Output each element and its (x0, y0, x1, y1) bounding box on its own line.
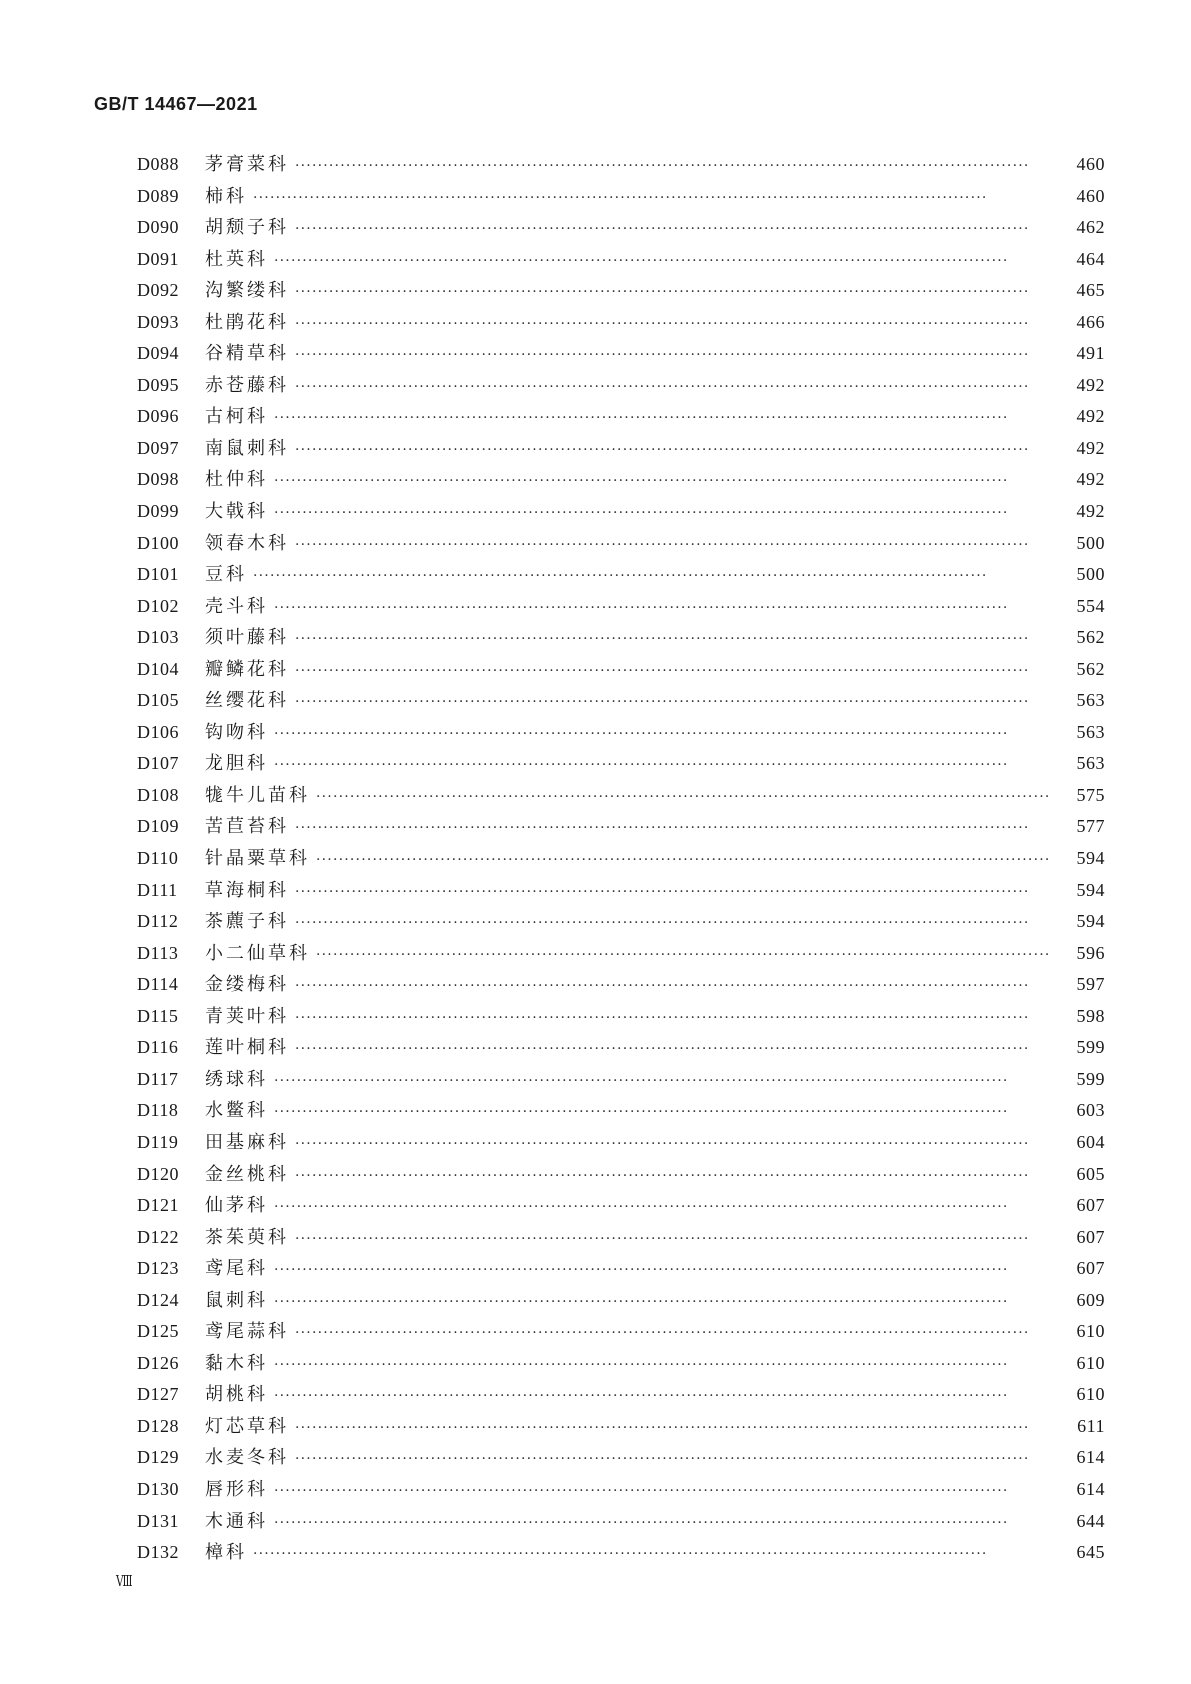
toc-entry-page: 610 (1076, 1352, 1105, 1373)
toc-entry-title: 胡桃科 (205, 1384, 268, 1406)
toc-entry[interactable] (137, 592, 1105, 624)
toc-entry-title: 灯芯草科 (205, 1415, 289, 1437)
toc-entry[interactable] (137, 1443, 1105, 1475)
page-number: Ⅷ (116, 1574, 133, 1590)
toc-entry-code: D098 (137, 469, 179, 490)
dot-leader (295, 1136, 1067, 1152)
toc-entry-page: 614 (1076, 1478, 1105, 1499)
toc-entry-page: 598 (1076, 1005, 1105, 1026)
toc-entry-page: 563 (1076, 721, 1105, 742)
toc-entry[interactable] (137, 182, 1105, 214)
toc-entry-code: D092 (137, 280, 179, 301)
dot-leader (274, 1357, 1067, 1373)
toc-entry[interactable] (137, 1286, 1105, 1318)
toc-entry-page: 611 (1077, 1415, 1105, 1436)
toc-entry-code: D122 (137, 1226, 179, 1247)
toc-entry[interactable] (137, 308, 1105, 340)
toc-entry-page: 614 (1076, 1447, 1105, 1468)
toc-entry-title: 胡颓子科 (205, 217, 289, 239)
dot-leader (295, 221, 1067, 237)
toc-entry-title: 壳斗科 (205, 595, 268, 617)
toc-entry-page: 492 (1076, 501, 1105, 522)
toc-entry-title: 南鼠刺科 (205, 437, 289, 459)
toc-entry-code: D119 (137, 1131, 179, 1152)
dot-leader (295, 347, 1067, 363)
toc-entry-title: 青荚叶科 (205, 1005, 289, 1027)
toc-entry-title: 水鳖科 (205, 1100, 268, 1122)
toc-entry[interactable] (137, 245, 1105, 277)
toc-entry-page: 500 (1076, 564, 1105, 585)
toc-entry[interactable] (137, 213, 1105, 245)
toc-entry-code: D112 (137, 911, 179, 932)
dot-leader (295, 158, 1067, 174)
dot-leader (295, 1231, 1067, 1247)
dot-leader (253, 568, 1067, 584)
toc-entry-page: 599 (1076, 1068, 1105, 1089)
toc-entry-title: 领春木科 (205, 532, 289, 554)
toc-entry[interactable] (137, 1538, 1105, 1570)
toc-entry-title: 黏木科 (205, 1352, 268, 1374)
toc-entry[interactable] (137, 781, 1105, 813)
dot-leader (274, 1262, 1067, 1278)
toc-entry-title: 鸢尾科 (205, 1258, 268, 1280)
toc-entry[interactable] (137, 970, 1105, 1002)
toc-entry-page: 596 (1076, 942, 1105, 963)
dot-leader (295, 1041, 1067, 1057)
toc-entry[interactable] (137, 339, 1105, 371)
dot-leader (316, 789, 1067, 805)
dot-leader (295, 820, 1067, 836)
toc-entry-code: D116 (137, 1037, 179, 1058)
toc-entry-code: D110 (137, 848, 179, 869)
toc-entry-code: D097 (137, 437, 179, 458)
dot-leader (274, 410, 1067, 426)
dot-leader (295, 978, 1067, 994)
toc-entry-code: D104 (137, 658, 179, 679)
dot-leader (316, 947, 1067, 963)
toc-entry-page: 466 (1076, 311, 1105, 332)
toc-entry[interactable] (137, 812, 1105, 844)
table-of-contents (137, 150, 1105, 1570)
dot-leader (274, 600, 1067, 616)
toc-entry-page: 460 (1076, 154, 1105, 174)
toc-entry[interactable] (137, 560, 1105, 592)
toc-entry-page: 492 (1076, 437, 1105, 458)
toc-entry[interactable] (137, 876, 1105, 908)
toc-entry-code: D117 (137, 1068, 179, 1089)
toc-entry-page: 604 (1076, 1131, 1105, 1152)
toc-entry-title: 小二仙草科 (205, 942, 310, 964)
toc-entry-title: 杜鹃花科 (205, 311, 289, 333)
toc-entry-page: 607 (1076, 1195, 1105, 1216)
toc-entry-page: 610 (1076, 1321, 1105, 1342)
toc-entry[interactable] (137, 1412, 1105, 1444)
toc-entry-page: 500 (1076, 532, 1105, 553)
toc-entry-code: D108 (137, 784, 179, 805)
toc-entry[interactable] (137, 907, 1105, 939)
toc-entry[interactable] (137, 844, 1105, 876)
toc-entry[interactable] (137, 1128, 1105, 1160)
toc-entry-title: 草海桐科 (205, 879, 289, 901)
toc-entry-code: D107 (137, 753, 179, 774)
toc-entry-title: 杜仲科 (205, 469, 268, 491)
dot-leader (295, 1010, 1067, 1026)
toc-entry-code: D106 (137, 721, 179, 742)
toc-entry-code: D125 (137, 1321, 179, 1342)
toc-entry-title: 金丝桃科 (205, 1163, 289, 1185)
dot-leader (295, 284, 1067, 300)
toc-entry-page: 562 (1076, 658, 1105, 679)
toc-entry-code: D126 (137, 1352, 179, 1373)
toc-entry-title: 针晶粟草科 (205, 848, 310, 870)
toc-entry-title: 赤苍藤科 (205, 374, 289, 396)
dot-leader (274, 473, 1067, 489)
toc-entry-code: D100 (137, 532, 179, 553)
dot-leader (274, 1294, 1067, 1310)
toc-entry[interactable] (137, 1475, 1105, 1507)
toc-entry-page: 607 (1076, 1226, 1105, 1247)
toc-entry-page: 577 (1076, 816, 1105, 837)
toc-entry-page: 491 (1076, 343, 1105, 364)
toc-entry-code: D118 (137, 1100, 179, 1121)
toc-entry[interactable] (137, 497, 1105, 529)
toc-entry-code: D091 (137, 248, 179, 269)
toc-entry[interactable] (137, 371, 1105, 403)
dot-leader (274, 253, 1067, 269)
toc-entry-code: D114 (137, 974, 179, 995)
toc-entry-title: 木通科 (205, 1510, 268, 1532)
toc-entry[interactable] (137, 1223, 1105, 1255)
toc-entry[interactable] (137, 150, 1105, 182)
toc-entry-title: 杜英科 (205, 248, 268, 270)
toc-entry-code: D090 (137, 217, 179, 238)
dot-leader (295, 1325, 1067, 1341)
toc-entry-page: 492 (1076, 406, 1105, 427)
toc-entry-page: 465 (1076, 280, 1105, 301)
toc-entry[interactable] (137, 1507, 1105, 1539)
toc-entry-title: 龙胆科 (205, 753, 268, 775)
toc-entry[interactable] (137, 434, 1105, 466)
toc-entry-title: 鼠刺科 (205, 1289, 268, 1311)
toc-entry-title: 茶茱萸科 (205, 1226, 289, 1248)
toc-entry-page: 603 (1076, 1100, 1105, 1121)
dot-leader (274, 1104, 1067, 1120)
toc-entry-code: D113 (137, 942, 179, 963)
toc-entry-page: 594 (1076, 911, 1105, 932)
dot-leader (295, 884, 1067, 900)
toc-entry-page: 597 (1076, 974, 1105, 995)
dot-leader (274, 757, 1067, 773)
toc-entry-title: 茶藨子科 (205, 911, 289, 933)
toc-entry-code: D109 (137, 816, 179, 837)
toc-entry-page: 645 (1076, 1542, 1105, 1563)
toc-entry-page: 594 (1076, 879, 1105, 900)
toc-entry-page: 644 (1076, 1510, 1105, 1531)
toc-entry-title: 大戟科 (205, 501, 268, 523)
toc-entry-title: 茅膏菜科 (205, 154, 289, 175)
toc-entry-title: 古柯科 (205, 406, 268, 428)
toc-entry-code: D130 (137, 1478, 179, 1499)
toc-entry-code: D095 (137, 374, 179, 395)
toc-entry-page: 563 (1076, 753, 1105, 774)
toc-entry-title: 须叶藤科 (205, 627, 289, 649)
dot-leader (295, 537, 1067, 553)
toc-entry[interactable] (137, 1254, 1105, 1286)
dot-leader (295, 915, 1067, 931)
dot-leader (295, 631, 1067, 647)
toc-entry-title: 唇形科 (205, 1478, 268, 1500)
toc-entry[interactable] (137, 623, 1105, 655)
dot-leader (295, 442, 1067, 458)
toc-entry-title: 谷精草科 (205, 343, 289, 365)
toc-entry-code: D111 (137, 879, 178, 900)
toc-entry-code: D101 (137, 564, 179, 585)
toc-entry-title: 丝缨花科 (205, 690, 289, 712)
toc-entry[interactable] (137, 276, 1105, 308)
toc-entry[interactable] (137, 1002, 1105, 1034)
toc-entry-title: 绣球科 (205, 1068, 268, 1090)
toc-entry-title: 莲叶桐科 (205, 1037, 289, 1059)
toc-entry[interactable] (137, 1317, 1105, 1349)
dot-leader (253, 1546, 1067, 1562)
dot-leader (274, 726, 1067, 742)
toc-entry-title: 沟繁缕科 (205, 280, 289, 302)
dot-leader (274, 1483, 1067, 1499)
toc-entry-code: D088 (137, 154, 179, 174)
document-header: GB/T 14467—2021 (94, 94, 258, 114)
toc-entry-code: D128 (137, 1415, 179, 1436)
toc-entry-page: 575 (1076, 784, 1105, 805)
toc-entry[interactable] (137, 1160, 1105, 1192)
toc-entry-code: D124 (137, 1289, 179, 1310)
toc-entry-title: 牻牛儿苗科 (205, 784, 310, 806)
toc-entry-code: D131 (137, 1510, 179, 1531)
dot-leader (295, 379, 1067, 395)
dot-leader (274, 505, 1067, 521)
toc-entry-code: D094 (137, 343, 179, 364)
toc-entry-title: 钩吻科 (205, 721, 268, 743)
toc-entry-title: 鸢尾蒜科 (205, 1321, 289, 1343)
toc-entry-title: 仙茅科 (205, 1195, 268, 1217)
dot-leader (295, 316, 1067, 332)
dot-leader (295, 1420, 1067, 1436)
toc-entry-title: 金缕梅科 (205, 974, 289, 996)
dot-leader (274, 1388, 1067, 1404)
toc-entry-page: 554 (1076, 595, 1105, 616)
toc-entry[interactable] (137, 749, 1105, 781)
toc-entry[interactable] (137, 529, 1105, 561)
dot-leader (274, 1073, 1067, 1089)
toc-entry-title: 柿科 (205, 185, 247, 207)
toc-entry-title: 田基麻科 (205, 1131, 289, 1153)
toc-entry[interactable] (137, 1065, 1105, 1097)
toc-entry-code: D089 (137, 185, 179, 206)
toc-entry-code: D102 (137, 595, 179, 616)
toc-entry-title: 水麦冬科 (205, 1447, 289, 1469)
dot-leader (274, 1515, 1067, 1531)
toc-entry-code: D123 (137, 1258, 179, 1279)
toc-entry-code: D115 (137, 1005, 179, 1026)
toc-entry-page: 460 (1076, 185, 1105, 206)
toc-entry-page: 462 (1076, 217, 1105, 238)
toc-entry[interactable] (137, 402, 1105, 434)
toc-entry-title: 瓣鳞花科 (205, 658, 289, 680)
toc-entry-code: D096 (137, 406, 179, 427)
toc-entry-page: 563 (1076, 690, 1105, 711)
toc-entry-title: 苦苣苔科 (205, 816, 289, 838)
toc-entry-code: D129 (137, 1447, 179, 1468)
dot-leader (295, 1168, 1067, 1184)
toc-entry-page: 492 (1076, 469, 1105, 490)
dot-leader (295, 694, 1067, 710)
dot-leader (274, 1199, 1067, 1215)
toc-entry[interactable] (137, 1349, 1105, 1381)
dot-leader (295, 1451, 1067, 1467)
toc-entry-code: D127 (137, 1384, 179, 1405)
toc-entry-code: D093 (137, 311, 179, 332)
dot-leader (253, 190, 1067, 206)
toc-entry[interactable] (137, 718, 1105, 750)
toc-entry[interactable] (137, 1380, 1105, 1412)
toc-entry[interactable] (137, 465, 1105, 497)
toc-entry-page: 607 (1076, 1258, 1105, 1279)
toc-entry-page: 599 (1076, 1037, 1105, 1058)
toc-entry-code: D103 (137, 627, 179, 648)
toc-entry-code: D099 (137, 501, 179, 522)
toc-entry-title: 豆科 (205, 564, 247, 586)
toc-entry-page: 610 (1076, 1384, 1105, 1405)
toc-entry-page: 562 (1076, 627, 1105, 648)
toc-entry[interactable] (137, 1191, 1105, 1223)
dot-leader (295, 663, 1067, 679)
toc-entry[interactable] (137, 1096, 1105, 1128)
toc-entry-page: 492 (1076, 374, 1105, 395)
toc-entry-title: 樟科 (205, 1542, 247, 1564)
toc-entry[interactable] (137, 939, 1105, 971)
dot-leader (316, 852, 1067, 868)
toc-entry[interactable] (137, 686, 1105, 718)
toc-entry-page: 605 (1076, 1163, 1105, 1184)
toc-entry-code: D121 (137, 1195, 179, 1216)
toc-entry-code: D105 (137, 690, 179, 711)
toc-entry-page: 594 (1076, 848, 1105, 869)
toc-entry-page: 464 (1076, 248, 1105, 269)
toc-entry-page: 609 (1076, 1289, 1105, 1310)
toc-entry[interactable] (137, 655, 1105, 687)
toc-entry-code: D132 (137, 1542, 179, 1563)
toc-entry[interactable] (137, 1033, 1105, 1065)
toc-entry-code: D120 (137, 1163, 179, 1184)
